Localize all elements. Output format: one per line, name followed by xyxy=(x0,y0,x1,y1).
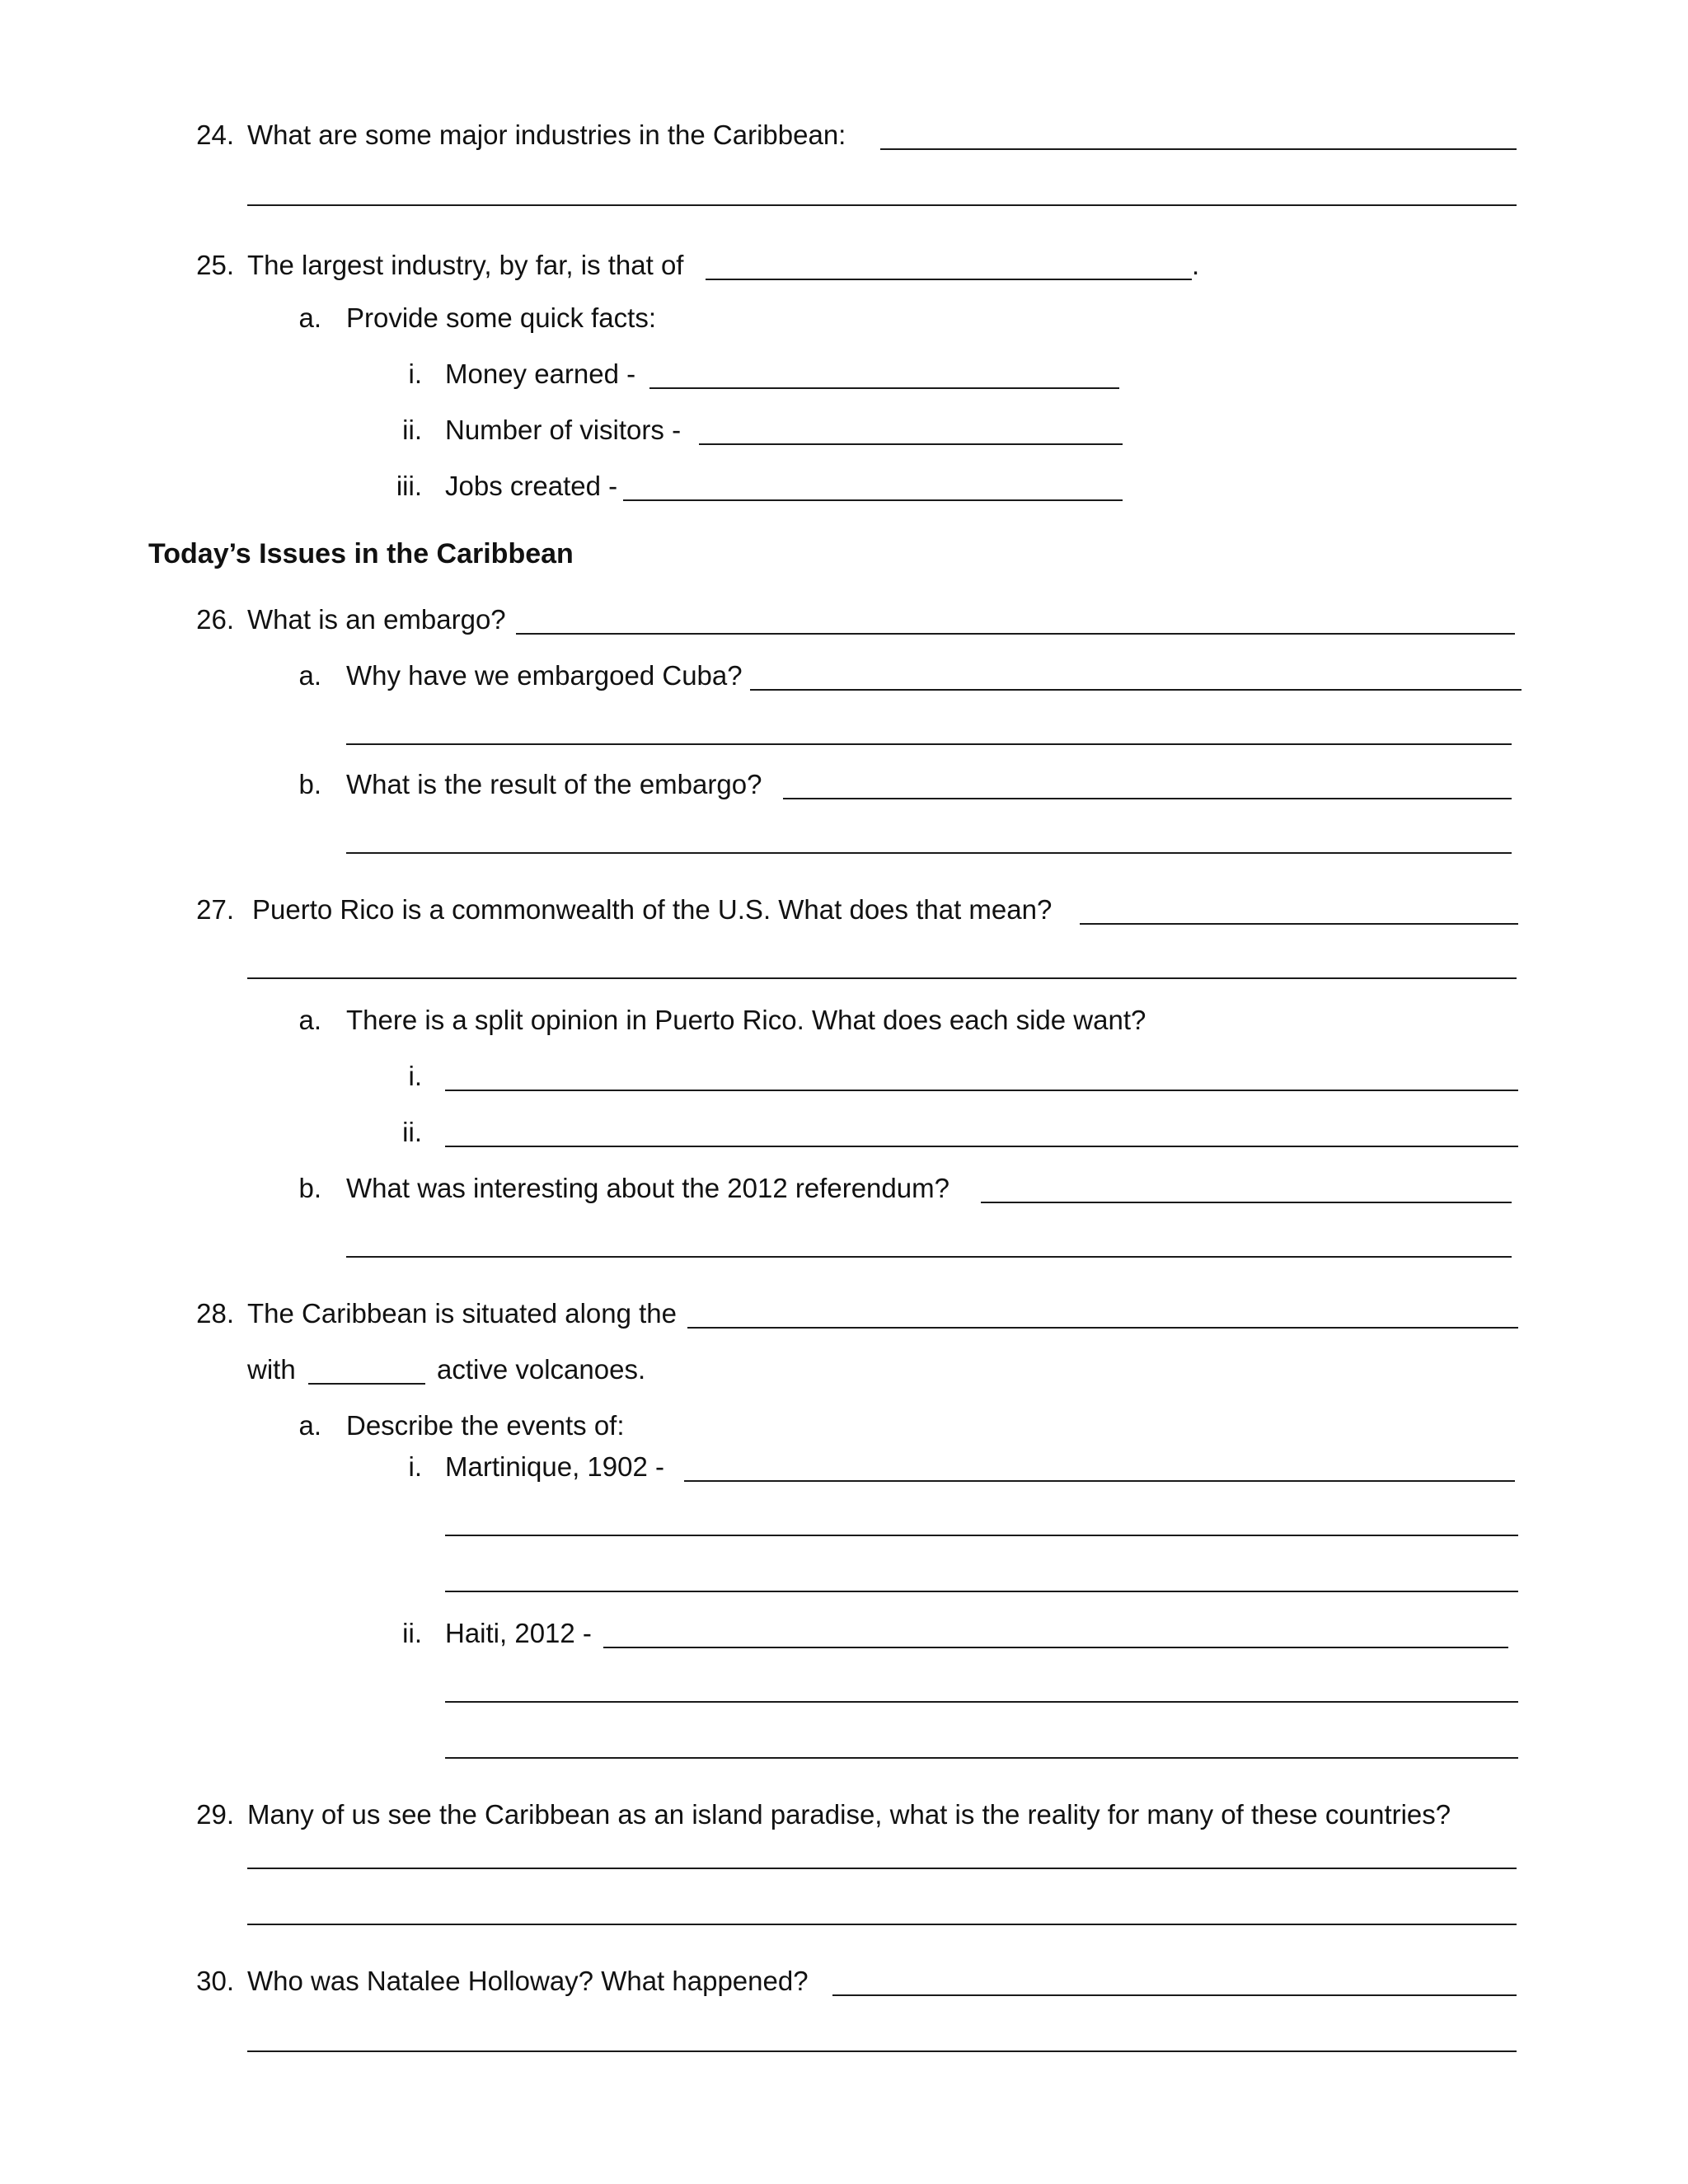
q28-a-label: a. xyxy=(298,1410,321,1441)
question-28-number: 28. xyxy=(196,1298,234,1329)
q27-b-text: What was interesting about the 2012 referendum? xyxy=(346,1173,950,1203)
q25-i-label: i. xyxy=(408,359,422,389)
q28-i-text: Martinique, 1902 - xyxy=(445,1451,664,1482)
question-30-number: 30. xyxy=(196,1966,234,1996)
q26-a-text: Why have we embargoed Cuba? xyxy=(346,660,743,691)
answer-line-q26a-2[interactable] xyxy=(346,743,1512,745)
answer-line-q26b-2[interactable] xyxy=(346,852,1512,854)
q27-b-label: b. xyxy=(298,1173,321,1203)
answer-line-q24-1[interactable] xyxy=(880,148,1517,150)
answer-line-q26[interactable] xyxy=(516,633,1515,635)
q27-a-text: There is a split opinion in Puerto Rico. What does each side want? xyxy=(346,1005,1146,1035)
answer-line-q30-2[interactable] xyxy=(247,2050,1517,2052)
q25-ii-text: Number of visitors - xyxy=(445,415,682,445)
answer-line-q27-1[interactable] xyxy=(1080,923,1518,925)
q26-b-text: What is the result of the embargo? xyxy=(346,769,762,799)
q26-a-label: a. xyxy=(298,660,321,691)
question-30-text: Who was Natalee Holloway? What happened? xyxy=(247,1966,809,1996)
answer-line-martinique-1[interactable] xyxy=(684,1480,1515,1482)
answer-line-q29-1[interactable] xyxy=(247,1868,1517,1869)
q28-ii-text: Haiti, 2012 - xyxy=(445,1618,592,1648)
answer-line-q24-2[interactable] xyxy=(247,204,1517,206)
question-28-with: with xyxy=(247,1354,296,1385)
answer-line-money-earned[interactable] xyxy=(649,387,1119,389)
answer-line-q28-location[interactable] xyxy=(687,1327,1518,1329)
question-25-period: . xyxy=(1192,250,1200,280)
q25-iii-label: iii. xyxy=(396,471,422,501)
answer-line-q27-2[interactable] xyxy=(247,977,1517,979)
answer-line-q27b-2[interactable] xyxy=(346,1256,1512,1258)
answer-line-haiti-3[interactable] xyxy=(445,1757,1518,1759)
q27-i-label: i. xyxy=(408,1061,422,1091)
question-24-number: 24. xyxy=(196,120,234,150)
q28-ii-label: ii. xyxy=(402,1618,422,1648)
q25-a-text: Provide some quick facts: xyxy=(346,302,656,333)
question-27-text: Puerto Rico is a commonwealth of the U.S. What does that mean? xyxy=(252,894,1053,925)
answer-line-visitors[interactable] xyxy=(699,443,1123,445)
question-29-text: Many of us see the Caribbean as an island paradise, what is the reality for many of these countries? xyxy=(247,1799,1451,1830)
answer-line-q30-1[interactable] xyxy=(832,1994,1517,1996)
q25-ii-label: ii. xyxy=(402,415,422,445)
answer-line-volcano-count[interactable] xyxy=(308,1383,425,1385)
q25-i-text: Money earned - xyxy=(445,359,636,389)
answer-line-haiti-2[interactable] xyxy=(445,1701,1518,1703)
section-heading: Today’s Issues in the Caribbean xyxy=(148,538,574,569)
answer-line-martinique-3[interactable] xyxy=(445,1591,1518,1592)
question-26-number: 26. xyxy=(196,604,234,635)
q26-b-label: b. xyxy=(298,769,321,799)
answer-line-q27-i[interactable] xyxy=(445,1090,1518,1091)
answer-line-q27-ii[interactable] xyxy=(445,1146,1518,1147)
answer-line-jobs[interactable] xyxy=(623,499,1123,501)
q28-i-label: i. xyxy=(408,1451,422,1482)
question-27-number: 27. xyxy=(196,894,234,925)
question-29-number: 29. xyxy=(196,1799,234,1830)
q27-a-label: a. xyxy=(298,1005,321,1035)
question-26-text: What is an embargo? xyxy=(247,604,506,635)
question-25-number: 25. xyxy=(196,250,234,280)
q28-a-text: Describe the events of: xyxy=(346,1410,625,1441)
question-28-text: The Caribbean is situated along the xyxy=(247,1298,678,1329)
answer-line-q29-2[interactable] xyxy=(247,1924,1517,1925)
answer-line-martinique-2[interactable] xyxy=(445,1535,1518,1536)
q25-iii-text: Jobs created - xyxy=(445,471,618,501)
question-24-text: What are some major industries in the Caribbean: xyxy=(247,120,846,150)
answer-line-q25[interactable] xyxy=(706,279,1192,280)
answer-line-haiti-1[interactable] xyxy=(603,1647,1508,1648)
q27-ii-label: ii. xyxy=(402,1117,422,1147)
question-28-volcanoes: active volcanoes. xyxy=(437,1354,646,1385)
answer-line-q27b-1[interactable] xyxy=(981,1202,1512,1203)
question-25-text: The largest industry, by far, is that of xyxy=(247,250,684,280)
answer-line-q26a-1[interactable] xyxy=(750,689,1522,691)
answer-line-q26b-1[interactable] xyxy=(783,798,1512,799)
q25-a-label: a. xyxy=(298,302,321,333)
